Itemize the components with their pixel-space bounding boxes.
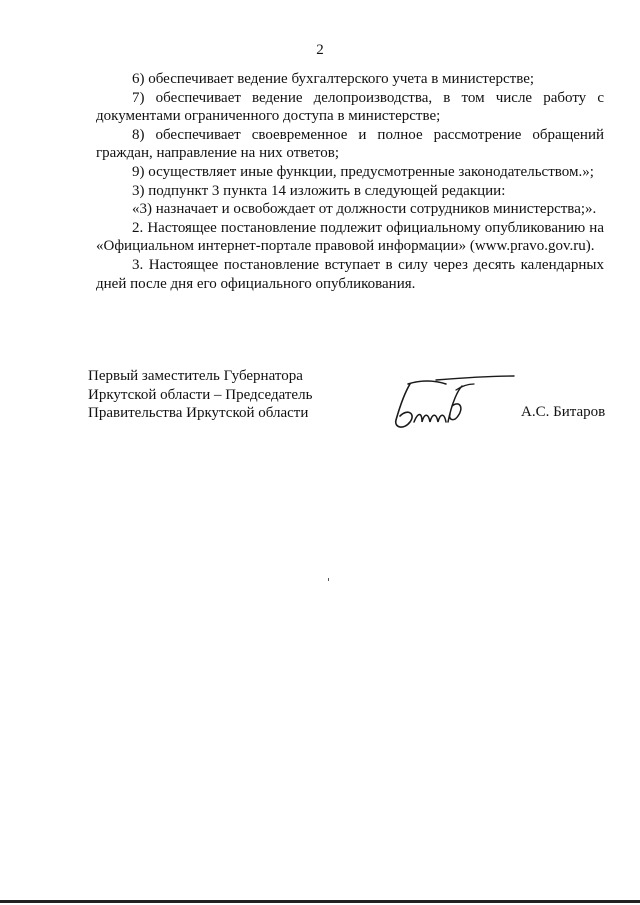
paragraph-publication: 2. Настоящее постановление подлежит официальному опубликованию на «Официальном интернет-портале правовой информации» (www.pravo.gov.ru).	[96, 219, 604, 255]
paragraph-item-6: 6) обеспечивает ведение бухгалтерского учета в министерстве;	[132, 71, 535, 87]
scan-speck	[328, 578, 329, 581]
scan-edge-line	[0, 900, 640, 903]
paragraph-item-7: 7) обеспечивает ведение делопроизводства, в том числе работу с документами ограниченного доступа в министерстве;	[96, 89, 604, 125]
position-line: Правительства Иркутской области	[88, 405, 309, 421]
paragraph-new-wording: «3) назначает и освобождает от должности сотрудников министерства;».	[132, 201, 597, 218]
paragraph-item-9: 9) осуществляет иные функции, предусмотренные законодательством.»;	[132, 163, 594, 180]
position-line: Первый заместитель Губернатора	[88, 368, 303, 384]
signatory-position	[88, 367, 312, 423]
paragraph-effective-date: 3. Настоящее постановление вступает в силу через десять календарных дней после дня его официального опубликования.	[96, 256, 604, 292]
document-body	[96, 70, 604, 293]
paragraph-subpoint-3: 3) подпункт 3 пункта 14 изложить в следующей редакции:	[132, 182, 506, 199]
position-line: Иркутской области – Председатель	[88, 386, 313, 403]
signer-name: А.С. Битаров	[521, 404, 606, 420]
paragraph-item-8: 8) обеспечивает своевременное и полное рассмотрение обращений граждан, направление на них ответов;	[96, 126, 604, 162]
handwritten-signature	[390, 372, 516, 434]
page-number: 2	[316, 42, 324, 58]
